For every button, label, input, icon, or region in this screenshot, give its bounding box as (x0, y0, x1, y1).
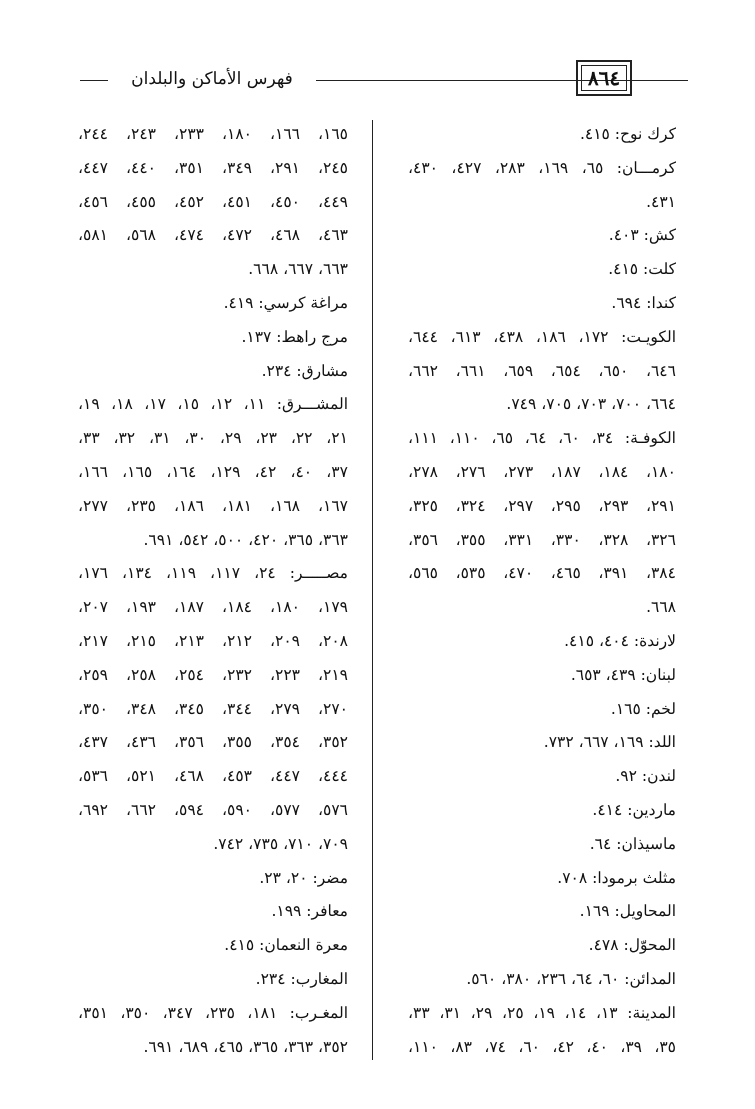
index-line: المدينة: ١٣، ١٤، ١٩، ٢٥، ٢٩، ٣١، ٣٣، (408, 1003, 676, 1022)
index-line: مشارق: ٢٣٤. (261, 361, 348, 380)
index-line: ٣٥، ٣٩، ٤٠، ٤٢، ٦٠، ٧٤، ٨٣، ١١٠، (408, 1037, 676, 1056)
index-line: المحوّل: ٤٧٨. (588, 936, 676, 955)
index-line: معافر: ١٩٩. (271, 902, 348, 921)
index-line: ٤٤٤، ٤٤٧، ٤٥٣، ٤٦٨، ٥٢١، ٥٣٦، (78, 767, 348, 786)
index-line: اللد: ١٦٩، ٦٦٧، ٧٣٢. (543, 733, 676, 752)
index-line: مثلث برمودا: ٧٠٨. (557, 868, 676, 887)
header-rule-left (80, 80, 108, 81)
index-column-left (78, 118, 348, 1064)
index-line: كش: ٤٠٣. (608, 226, 676, 245)
index-line: ٢٩١، ٢٩٣، ٢٩٥، ٢٩٧، ٣٢٤، ٣٢٥، (408, 496, 676, 515)
index-line: ماردين: ٤١٤. (592, 800, 676, 819)
index-line: ٣٥٢، ٣٦٣، ٣٦٥، ٤٦٥، ٦٨٩، ٦٩١. (143, 1037, 348, 1056)
index-line: ٤٣١. (646, 192, 676, 211)
index-line: المغـرب: ١٨١، ٢٣٥، ٣٤٧، ٣٥٠، ٣٥١، (78, 1003, 349, 1022)
index-line: ٦٤٦، ٦٥٠، ٦٥٤، ٦٥٩، ٦٦١، ٦٦٢، (408, 361, 676, 380)
index-line: ١٧٩، ١٨٠، ١٨٤، ١٨٧، ١٩٣، ٢٠٧، (78, 598, 348, 617)
index-line: ٢٠٨، ٢٠٩، ٢١٢، ٢١٣، ٢١٥، ٢١٧، (78, 631, 348, 650)
page-header (68, 60, 690, 100)
index-column-right (408, 118, 676, 1064)
header-rule-right (634, 80, 688, 81)
index-line: ٣٦٣، ٣٦٥، ٤٢٠، ٥٠٠، ٥٤٢، ٦٩١. (143, 530, 348, 549)
page-number-box (576, 60, 632, 96)
index-line: ٣٧، ٤٠، ٤٢، ١٢٩، ١٦٤، ١٦٥، ١٦٦، (78, 462, 348, 481)
index-line: ٣٢٦، ٣٢٨، ٣٣٠، ٣٣١، ٣٥٥، ٣٥٦، (408, 530, 676, 549)
index-line: ٢١٩، ٢٢٣، ٢٣٢، ٢٥٤، ٢٥٨، ٢٥٩، (78, 665, 348, 684)
column-divider (372, 120, 373, 1060)
index-line: ١٨٠، ١٨٤، ١٨٧، ٢٧٣، ٢٧٦، ٢٧٨، (408, 462, 676, 481)
running-title: فهرس الأماكن والبلدان (131, 69, 293, 89)
index-line: المدائن: ٦٠، ٦٤، ٢٣٦، ٣٨٠، ٥٦٠. (466, 969, 676, 988)
index-line: ٢٤٥، ٢٩١، ٣٤٩، ٣٥١، ٤٤٠، ٤٤٧، (78, 158, 348, 177)
index-line: ٤٦٣، ٤٦٨، ٤٧٢، ٤٧٤، ٥٦٨، ٥٨١، (78, 226, 348, 245)
index-line: ١٦٧، ١٦٨، ١٨١، ١٨٦، ٢٣٥، ٢٧٧، (78, 496, 348, 515)
page-number: ٨٦٤ (587, 66, 621, 90)
index-line: مرج راهط: ١٣٧. (241, 327, 348, 346)
index-line: المشـــرق: ١١، ١٢، ١٥، ١٧، ١٨، ١٩، (78, 395, 348, 414)
index-line: ٢٧٠، ٢٧٩، ٣٤٤، ٣٤٥، ٣٤٨، ٣٥٠، (78, 699, 348, 718)
index-line: مضر: ٢٠، ٢٣. (259, 868, 348, 887)
index-line: ٦٦٤، ٧٠٠، ٧٠٣، ٧٠٥، ٧٤٩. (506, 395, 676, 414)
index-line: كندا: ٦٩٤. (611, 293, 676, 312)
index-line: الكوفـة: ٣٤، ٦٠، ٦٤، ٦٥، ١١٠، ١١١، (408, 429, 676, 448)
index-line: ٥٧٦، ٥٧٧، ٥٩٠، ٥٩٤، ٦٦٢، ٦٩٢، (78, 800, 348, 819)
index-line: ٧٠٩، ٧١٠، ٧٣٥، ٧٤٢. (213, 834, 348, 853)
index-line: الكويـت: ١٧٢، ١٨٦، ٤٣٨، ٦١٣، ٦٤٤، (408, 327, 677, 346)
index-line: ٣٨٤، ٣٩١، ٤٦٥، ٤٧٠، ٥٣٥، ٥٦٥، (408, 564, 676, 583)
index-line: المحاويل: ١٦٩. (579, 902, 676, 921)
index-line: كلت: ٤١٥. (608, 260, 676, 279)
index-line: مصـــــر: ٢٤، ١١٧، ١١٩، ١٣٤، ١٧٦، (78, 564, 348, 583)
index-line: المغارب: ٢٣٤. (255, 969, 348, 988)
index-line: معرة النعمان: ٤١٥. (224, 936, 348, 955)
index-line: ١٦٥، ١٦٦، ١٨٠، ٢٣٣، ٢٤٣، ٢٤٤، (78, 125, 348, 143)
index-line: لندن: ٩٢. (615, 767, 676, 786)
index-line: ٦٦٣، ٦٦٧، ٦٦٨. (248, 260, 348, 279)
index-line: لبنان: ٤٣٩، ٦٥٣. (570, 665, 676, 684)
index-line: لخم: ١٦٥. (610, 699, 676, 718)
index-line: كرك نوح: ٤١٥. (579, 125, 676, 143)
index-line: ٦٦٨. (646, 598, 676, 617)
index-line: مراغة كرسي: ٤١٩. (223, 293, 348, 312)
index-line: ماسيذان: ٦٤. (589, 834, 676, 853)
index-line: ٤٤٩، ٤٥٠، ٤٥١، ٤٥٢، ٤٥٥، ٤٥٦، (78, 192, 348, 211)
index-line: كرمـــان: ٦٥، ١٦٩، ٢٨٣، ٤٢٧، ٤٣٠، (408, 158, 676, 177)
index-line: ٢١، ٢٢، ٢٣، ٢٩، ٣٠، ٣١، ٣٢، ٣٣، (78, 429, 348, 448)
index-line: لارندة: ٤٠٤، ٤١٥. (564, 631, 676, 650)
index-line: ٣٥٢، ٣٥٤، ٣٥٥، ٣٥٦، ٤٣٦، ٤٣٧، (78, 733, 348, 752)
